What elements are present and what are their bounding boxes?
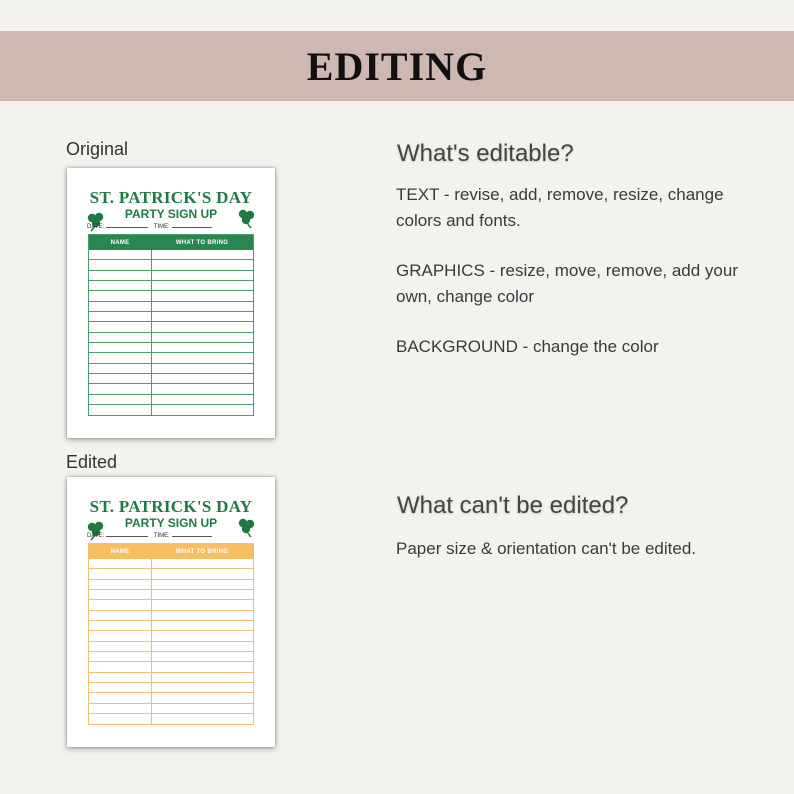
table-row bbox=[89, 343, 253, 353]
table-row bbox=[89, 281, 253, 291]
edited-document-preview bbox=[67, 477, 275, 747]
table-row bbox=[89, 364, 253, 374]
header-banner bbox=[0, 31, 794, 101]
table-body bbox=[89, 559, 253, 725]
column-header-what-to-bring: WHAT TO BRING bbox=[175, 239, 229, 246]
table-row bbox=[89, 611, 253, 621]
document-title: ST. PATRICK'S DAY bbox=[89, 188, 253, 207]
signup-table bbox=[88, 234, 254, 416]
table-row bbox=[89, 631, 253, 641]
column-header-name: NAME bbox=[110, 548, 130, 555]
table-row bbox=[89, 395, 253, 405]
table-row bbox=[89, 374, 253, 384]
banner-title: EDITING bbox=[306, 43, 488, 89]
document-subtitle: PARTY SIGN UP bbox=[124, 516, 218, 530]
column-divider bbox=[151, 559, 152, 725]
table-row bbox=[89, 312, 253, 322]
table-row bbox=[89, 405, 253, 415]
table-header bbox=[89, 235, 253, 250]
date-label: DATE: bbox=[87, 533, 105, 539]
table-row bbox=[89, 384, 253, 394]
table-row bbox=[89, 642, 253, 652]
original-caption: Original bbox=[66, 139, 129, 159]
editable-item-background: BACKGROUND - change the color bbox=[396, 337, 659, 356]
column-divider bbox=[151, 250, 152, 416]
table-row bbox=[89, 291, 253, 301]
table-row bbox=[89, 250, 253, 260]
table-row bbox=[89, 580, 253, 590]
table-row bbox=[89, 302, 253, 312]
not-editable-item-paper-size: Paper size & orientation can't be edited. bbox=[396, 539, 696, 558]
table-row bbox=[89, 683, 253, 693]
document-title: ST. PATRICK'S DAY bbox=[89, 497, 253, 516]
table-row bbox=[89, 569, 253, 579]
not-editable-heading: What can't be edited? bbox=[397, 492, 629, 519]
table-row bbox=[89, 590, 253, 600]
time-label: TIME: bbox=[153, 224, 170, 230]
editable-item-graphics: GRAPHICS - resize, move, remove, add your own, change color bbox=[396, 261, 739, 306]
table-row bbox=[89, 673, 253, 683]
edited-caption: Edited bbox=[66, 452, 118, 472]
table-row bbox=[89, 559, 253, 569]
original-document-preview bbox=[67, 168, 275, 438]
table-row bbox=[89, 353, 253, 363]
editable-heading: What's editable? bbox=[397, 140, 574, 167]
table-row bbox=[89, 333, 253, 343]
date-time-line bbox=[87, 224, 216, 230]
table-body bbox=[89, 250, 253, 416]
date-label: DATE: bbox=[87, 224, 105, 230]
date-time-line bbox=[87, 533, 216, 539]
table-row bbox=[89, 693, 253, 703]
table-header bbox=[89, 544, 253, 559]
table-row bbox=[89, 662, 253, 672]
document-subtitle: PARTY SIGN UP bbox=[124, 207, 218, 221]
table-row bbox=[89, 322, 253, 332]
table-row bbox=[89, 621, 253, 631]
table-row bbox=[89, 260, 253, 270]
table-row bbox=[89, 714, 253, 724]
table-row bbox=[89, 704, 253, 714]
column-header-what-to-bring: WHAT TO BRING bbox=[175, 548, 229, 555]
table-row bbox=[89, 600, 253, 610]
table-row bbox=[89, 271, 253, 281]
time-label: TIME: bbox=[153, 533, 170, 539]
table-row bbox=[89, 652, 253, 662]
editable-item-text: TEXT - revise, add, remove, resize, change colors and fonts. bbox=[396, 185, 724, 230]
signup-table bbox=[88, 543, 254, 725]
column-header-name: NAME bbox=[110, 239, 130, 246]
